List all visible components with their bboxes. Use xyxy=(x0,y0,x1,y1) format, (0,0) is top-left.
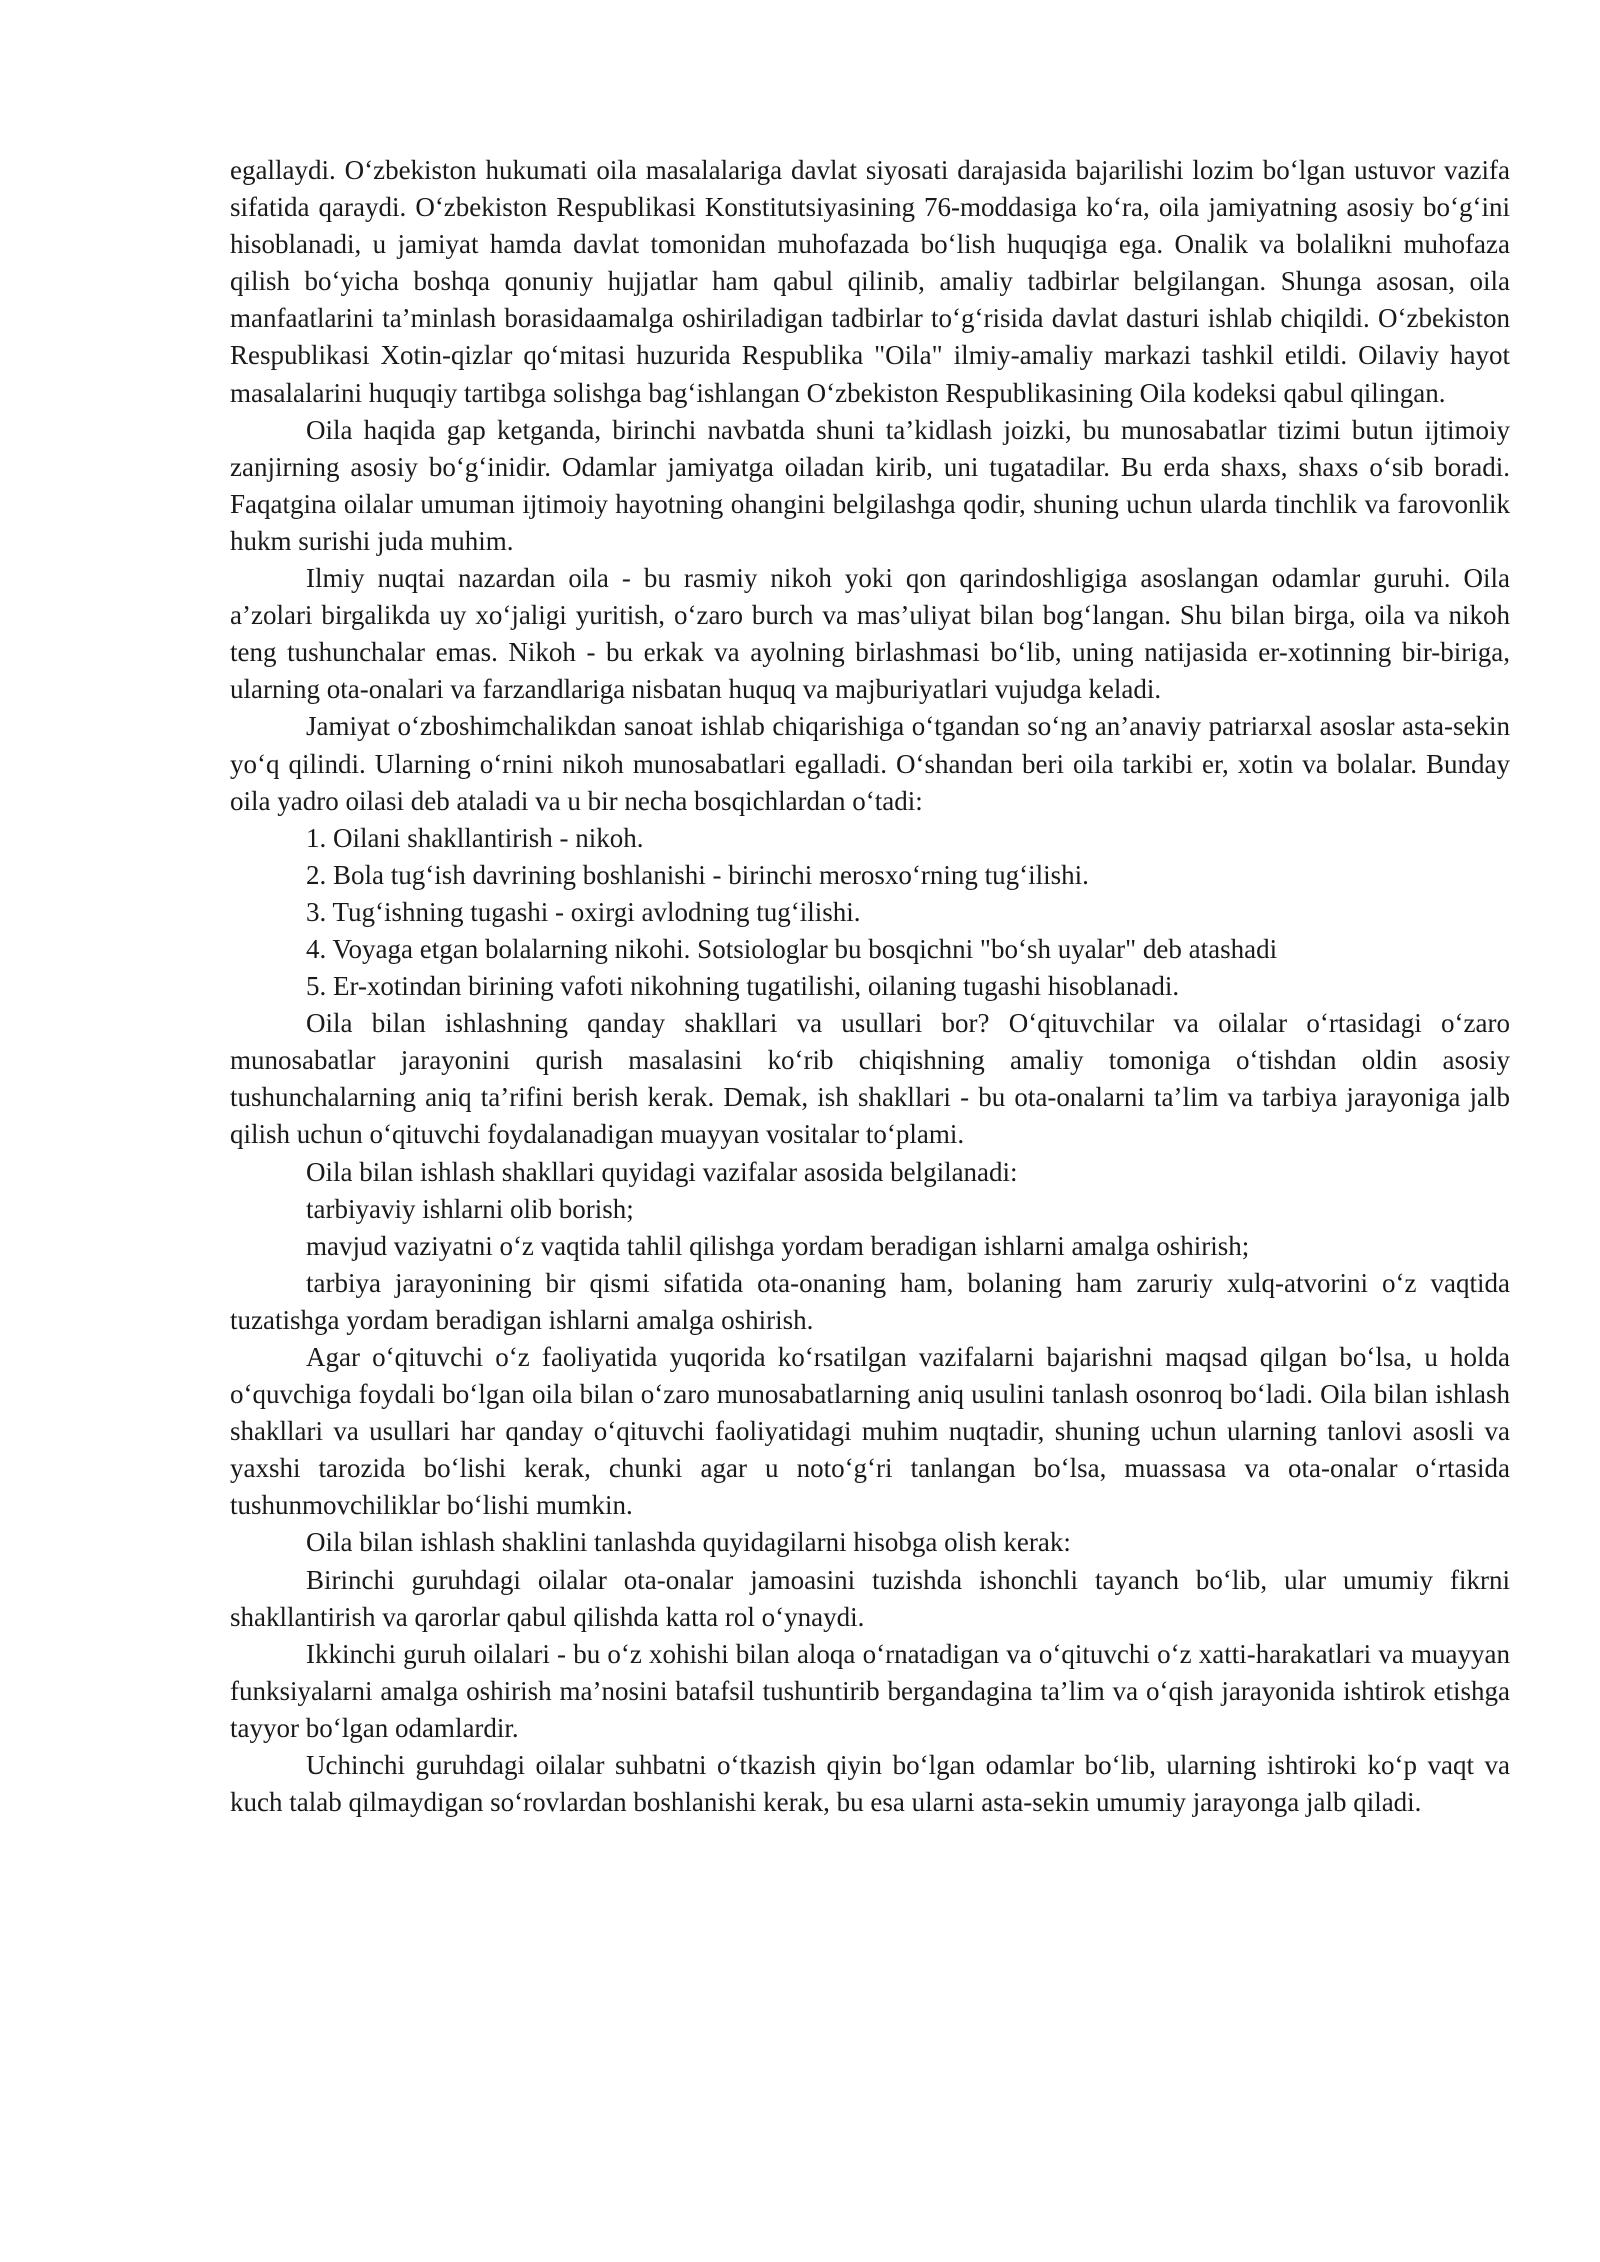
list-item: 3. Tug‘ishning tugashi - oxirgi avlodning tug‘ilishi. xyxy=(306,896,861,927)
list-item: 1. Oilani shakllantirish - nikoh. xyxy=(306,822,644,853)
paragraph: Jamiyat o‘zboshimchalikdan sanoat ishlab chiqarishiga o‘tgandan so‘ng an’anaviy patriarxal asoslar asta-sekin yo‘q qilindi. Ularning o‘rnini nikoh munosabatlari egalladi. O‘shandan beri oila tarkibi er, xotin va bolalar. Bunday oila yadro oilasi deb ataladi va u bir necha bosqichlardan o‘tadi: xyxy=(230,711,1510,816)
paragraph: egallaydi. O‘zbekiston hukumati oila masalalariga davlat siyosati darajasida bajarilishi lozim bo‘lgan ustuvor vazifa sifatida qaraydi. O‘zbekiston Respublikasi Konstitutsiyasining 76-moddasiga ko‘ra, oila jamiyatning asosiy bo‘g‘ini hisoblanadi, u jamiyat hamda davlat tomonidan muhofazada bo‘lish huquqiga ega. Onalik va bolalikni muhofaza qilish bo‘yicha boshqa qonuniy hujjatlar ham qabul qilinib, amaliy tadbirlar belgilangan. Shunga asosan, oila manfaatlarini ta’minlash borasidaamalga oshiriladigan tadbirlar to‘g‘risida davlat dasturi ishlab chiqildi. O‘zbekiston Respublikasi Xotin-qizlar qo‘mitasi huzurida Respublika "Oila" ilmiy-amaliy markazi tashkil etildi. Oilaviy hayot masalalarini huquqiy tartibga solishga bag‘ishlangan O‘zbekiston Respublikasining Oila kodeksi qabul qilingan. xyxy=(230,155,1510,408)
paragraph: Uchinchi guruhdagi oilalar suhbatni o‘tkazish qiyin bo‘lgan odamlar bo‘lib, ularning ishtiroki ko‘p vaqt va kuch talab qilmaydigan so‘rovlardan boshlanishi kerak, bu esa ularni asta-sekin umumiy jarayonga jalb qiladi. xyxy=(230,1750,1510,1818)
paragraph: Oila haqida gap ketganda, birinchi navbatda shuni ta’kidlash joizki, bu munosabatlar tizimi butun ijtimoiy zanjirning asosiy bo‘g‘inidir. Odamlar jamiyatga oiladan kirib, uni tugatadilar. Bu erda shaxs, shaxs o‘sib boradi. Faqatgina oilalar umuman ijtimoiy hayotning ohangini belgilashga qodir, shuning uchun ularda tinchlik va farovonlik hukm surishi juda muhim. xyxy=(230,414,1510,556)
list-item: 2. Bola tug‘ish davrining boshlanishi - birinchi merosxo‘rning tug‘ilishi. xyxy=(306,859,1089,890)
paragraph: tarbiyaviy ishlarni olib borish; xyxy=(306,1193,634,1224)
paragraph: Birinchi guruhdagi oilalar ota-onalar jamoasini tuzishda ishonchli tayanch bo‘lib, ular umumiy fikrni shakllantirish va qarorlar qabul qilishda katta rol o‘ynaydi. xyxy=(230,1564,1510,1632)
paragraph: Oila bilan ishlashning qanday shakllari va usullari bor? O‘qituvchilar va oilalar o‘rtasidagi o‘zaro munosabatlar jarayonini qurish masalasini ko‘rib chiqishning amaliy tomoniga o‘tishdan oldin asosiy tushunchalarning aniq ta’rifini berish kerak. Demak, ish shakllari - bu ota-onalarni ta’lim va tarbiya jarayoniga jalb qilish uchun o‘qituvchi foydalanadigan muayyan vositalar to‘plami. xyxy=(230,1008,1510,1150)
paragraph: tarbiya jarayonining bir qismi sifatida ota-onaning ham, bolaning ham zaruriy xulq-atvorini o‘z vaqtida tuzatishga yordam beradigan ishlarni amalga oshirish. xyxy=(230,1267,1510,1335)
document-page xyxy=(230,152,1510,1821)
paragraph: Ilmiy nuqtai nazardan oila - bu rasmiy nikoh yoki qon qarindoshligiga asoslangan odamlar guruhi. Oila a’zolari birgalikda uy xo‘jaligi yuritish, o‘zaro burch va mas’uliyat bilan bog‘langan. Shu bilan birga, oila va nikoh teng tushunchalar emas. Nikoh - bu erkak va ayolning birlashmasi bo‘lib, uning natijasida er-xotinning bir-biriga, ularning ota-onalari va farzandlariga nisbatan huquq va majburiyatlari vujudga keladi. xyxy=(230,563,1510,705)
paragraph: Oila bilan ishlash shakllari quyidagi vazifalar asosida belgilanadi: xyxy=(306,1156,1018,1187)
list-item: 4. Voyaga etgan bolalarning nikohi. Sotsiologlar bu bosqichni "bo‘sh uyalar" deb atashadi xyxy=(306,933,1278,964)
paragraph: Agar o‘qituvchi o‘z faoliyatida yuqorida ko‘rsatilgan vazifalarni bajarishni maqsad qilgan bo‘lsa, u holda o‘quvchiga foydali bo‘lgan oila bilan o‘zaro munosabatlarning aniq usulini tanlash osonroq bo‘ladi. Oila bilan ishlash shakllari va usullari har qanday o‘qituvchi faoliyatidagi muhim nuqtadir, shuning uchun ularning tanlovi asosli va yaxshi tarozida bo‘lishi kerak, chunki agar u noto‘g‘ri tanlangan bo‘lsa, muassasa va ota-onalar o‘rtasida tushunmovchiliklar bo‘lishi mumkin. xyxy=(230,1342,1510,1521)
paragraph: Ikkinchi guruh oilalari - bu o‘z xohishi bilan aloqa o‘rnatadigan va o‘qituvchi o‘z xatti-harakatlari va muayyan funksiyalarni amalga oshirish ma’nosini batafsil tushuntirib bergandagina ta’lim va o‘qish jarayonida ishtirok etishga tayyor bo‘lgan odamlardir. xyxy=(230,1638,1510,1743)
paragraph: Oila bilan ishlash shaklini tanlashda quyidagilarni hisobga olish kerak: xyxy=(306,1527,1071,1558)
list-item: 5. Er-xotindan birining vafoti nikohning tugatilishi, oilaning tugashi hisoblanadi. xyxy=(306,971,1180,1002)
paragraph: mavjud vaziyatni o‘z vaqtida tahlil qilishga yordam beradigan ishlarni amalga oshirish; xyxy=(306,1230,1250,1261)
